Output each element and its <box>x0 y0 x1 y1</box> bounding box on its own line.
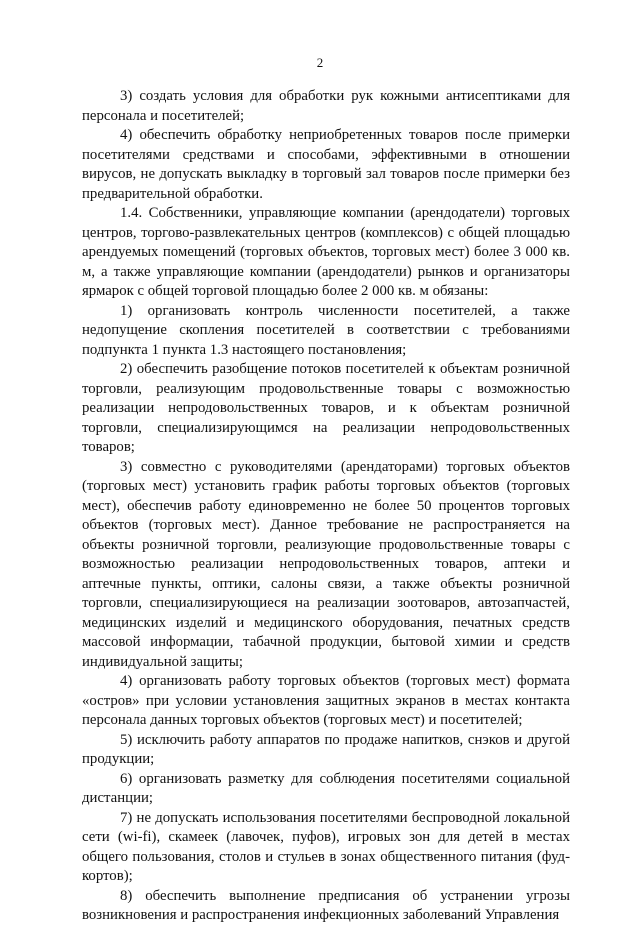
paragraph: 7) не допускать использования посетителями беспроводной локальной сети (wi-fi), скамеек (лавочек, пуфов), игровых зон для детей в местах общего пользования, столов и стульев в зонах общественного питания (фуд-кортов); <box>82 809 570 884</box>
paragraph: 8) обеспечить выполнение предписания об устранении угрозы возникновения и распространения инфекционных заболеваний Управления <box>82 887 570 923</box>
paragraph: 3) создать условия для обработки рук кожными антисептиками для персонала и посетителей; <box>82 88 570 124</box>
paragraph: 6) организовать разметку для соблюдения посетителями социальной дистанции; <box>82 770 570 806</box>
paragraph: 4) организовать работу торговых объектов (торговых мест) формата «остров» при условии установления защитных экранов в местах контакта персонала данных торговых объектов (торговых мест) и посетителей; <box>82 673 570 728</box>
page-number: 2 <box>316 55 324 70</box>
paragraph: 2) обеспечить разобщение потоков посетителей к объектам розничной торговли, реализующим продовольственные товары с возможностью реализации непродовольственных товаров, и к объектам розничной торговли, специализирующимся на реализации непродовольственных товаров; <box>82 361 570 455</box>
paragraph: 4) обеспечить обработку неприобретенных товаров после примерки посетителями средствами и способами, эффективными в отношении вирусов, не допускать выкладку в торговый зал товаров после примерки без предварительной обработки. <box>82 127 570 202</box>
paragraph: 1) организовать контроль численности посетителей, а также недопущение скопления посетителей в соответствии с требованиями подпункта 1 пункта 1.3 настоящего постановления; <box>82 302 570 358</box>
paragraph: 1.4. Собственники, управляющие компании (арендодатели) торговых центров, торгово-развлекательных центров (комплексов) с общей площадью арендуемых помещений (торговых объектов, торговых мест) более 3 000 кв. м, а также управляющие компании (арендодатели) рынков и организаторы ярмарок с общей торговой площадью более 2 000 кв. м обязаны: <box>82 205 570 299</box>
document-body <box>82 87 570 926</box>
paragraph: 3) совместно с руководителями (арендаторами) торговых объектов (торговых мест) установить график работы торговых объектов (торговых мест), обеспечив работу единовременно не более 50 процентов торговых объектов (торговых мест). Данное требование не распространяется на объекты розничной торговли, реализующие продовольственные товары с возможностью реализации непродовольственных товаров, аптеки и аптечные пункты, оптики, салоны связи, а также объекты розничной торговли, специализирующиеся на реализации зоотоваров, автозапчастей, медицинских изделий и медицинского оборудования, печатных средств массовой информации, табачной продукции, бытовой химии и средств индивидуальной защиты; <box>82 458 570 670</box>
paragraph: 5) исключить работу аппаратов по продаже напитков, снэков и другой продукции; <box>82 731 570 767</box>
